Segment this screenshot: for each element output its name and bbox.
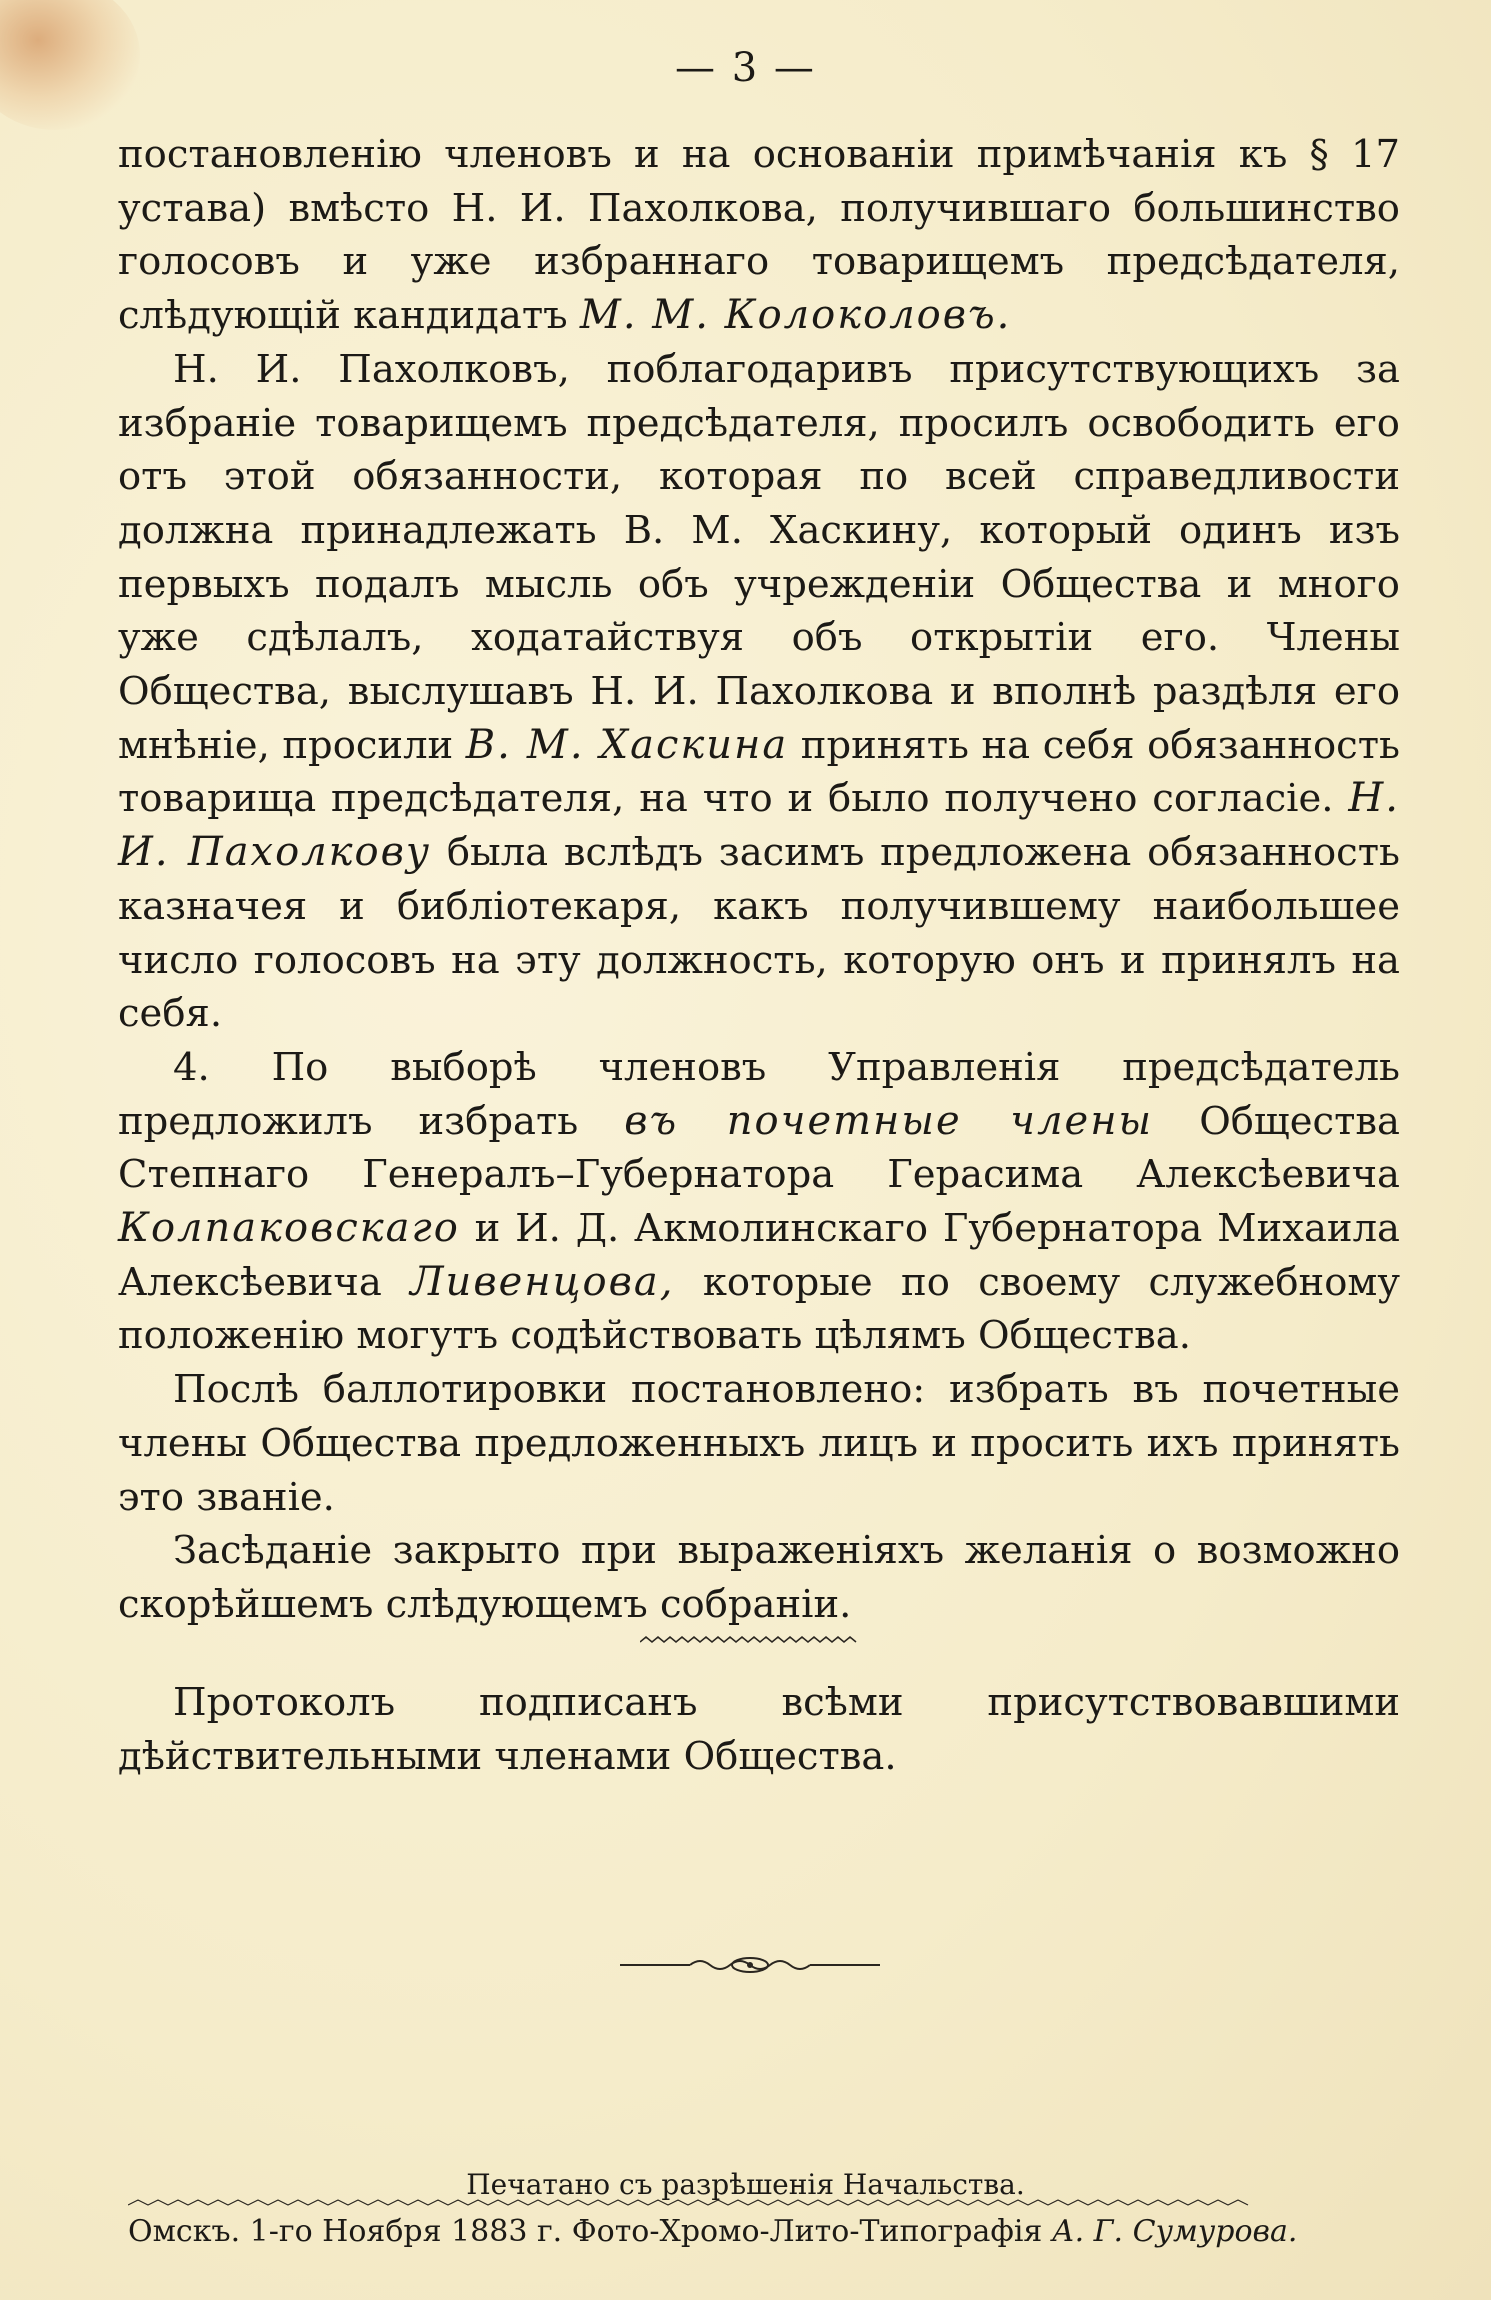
printer-name: А. Г. Сумурова. [1051, 2214, 1298, 2249]
imprint-wavy-line [128, 2198, 1388, 2212]
printer-imprint: Омскъ. 1-го Ноября 1883 г. Фото-Хромо-Лито-Типографія А. Г. Сумурова. [128, 2214, 1298, 2249]
paragraph-3: 4. По выборѣ членовъ Управленія предсѣдатель предложилъ избрать въ почетные члены Общества Степнаго Генералъ–Губернатора Герасима Алексѣевича Колпаковскаго и И. Д. Акмолинскаго Губернатора Михаила Алексѣевича Ливенцова, которые по своему служебному положенію могутъ содѣйствовать цѣлямъ Общества. [118, 1044, 1400, 1359]
paragraph-1: постановленію членовъ и на основаніи примѣчанія къ § 17 устава) вмѣсто Н. И. Пахолкова, получившаго большинство голосовъ и уже избраннаго товарищемъ предсѣдателя, слѣдующій кандидатъ М. М. Колоколовъ. [118, 132, 1400, 339]
wavy-divider [640, 1632, 862, 1652]
paragraph-5: Засѣданіе закрыто при выраженіяхъ желанія о возможно скорѣйшемъ слѣдующемъ собраніи. [118, 1528, 1400, 1627]
name-liventsov: Ливенцова, [410, 1258, 675, 1305]
candidate-name: М. М. Колоколовъ. [579, 292, 1012, 339]
protocol-body [118, 128, 1400, 1632]
paragraph-2: Н. И. Пахолковъ, поблагодаривъ присутствующихъ за избраніе товарищемъ предсѣдателя, просилъ освободить его отъ этой обязанности, которая по всей справедливости должна принадлежать В. М. Хаскину, который одинъ изъ первыхъ подалъ мысль объ учрежденіи Общества и много уже сдѣлалъ, ходатайствуя объ открытіи его. Члены Общества, выслушавъ Н. И. Пахолкова и вполнѣ раздѣля его мнѣніе, просили В. М. Хаскина принять на себя обязанность товарища предсѣдателя, на что и было получено согласіе. Н. И. Пахолкову была вслѣдъ засимъ предложена обязанность казначея и библіотекаря, какъ получившему наибольшее число голосовъ на эту должность, которую онъ и принялъ на себя. [118, 346, 1400, 1037]
ornament-divider [620, 1950, 880, 1980]
honorary-members-phrase: въ почетные члены [624, 1097, 1154, 1144]
name-kolpakovsky: Колпаковскаго [118, 1205, 460, 1252]
closing-note: Протоколъ подписанъ всѣми присутствовавшими дѣйствительными членами Общества. [118, 1680, 1400, 1779]
name-paholkov: Н. И. Пахолкову [118, 775, 1400, 876]
name-haskin: В. М. Хаскина [465, 721, 789, 768]
censor-permission: Печатано съ разрѣшенія Начальства. [466, 2168, 1025, 2201]
paragraph-4: Послѣ баллотировки постановлено: избрать въ почетные члены Общества предложенныхъ лицъ и просить ихъ принять это званіе. [118, 1367, 1400, 1520]
page-number: — 3 — [675, 45, 816, 91]
